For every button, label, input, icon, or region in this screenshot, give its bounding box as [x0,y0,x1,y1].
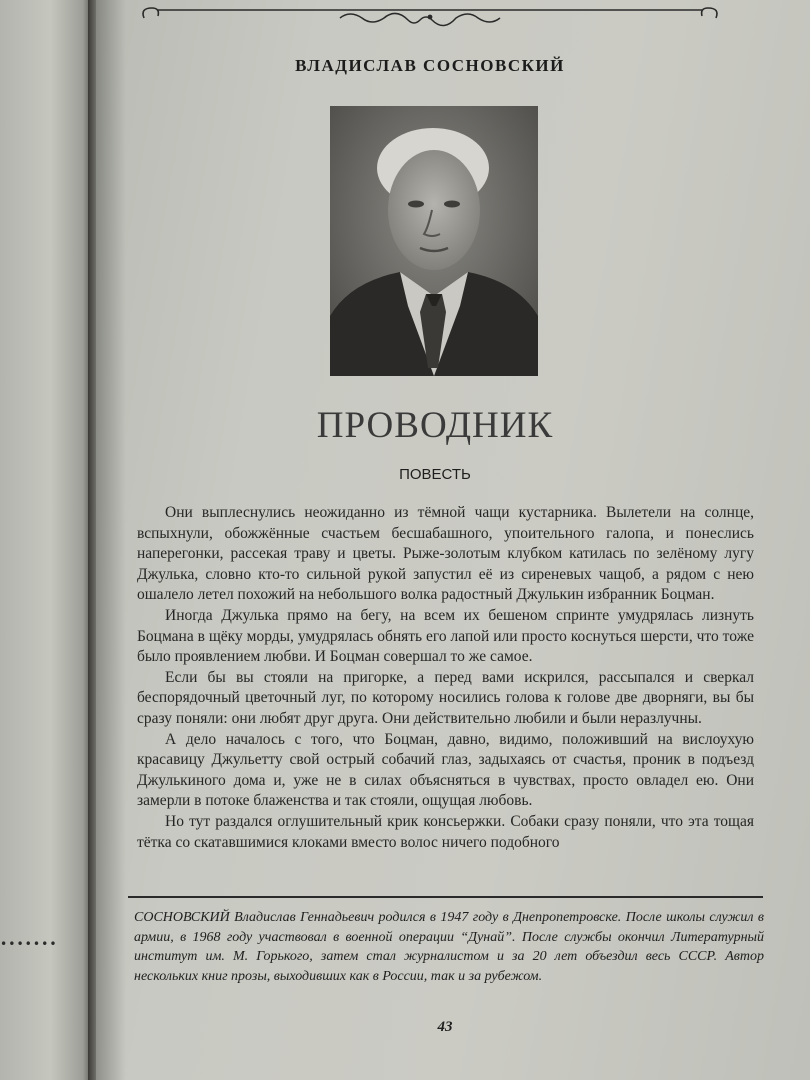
ornamental-header-rule [140,4,720,28]
story-body [137,503,754,853]
left-page-margin-marks: ••••••• [0,937,58,951]
left-page [0,0,92,1080]
footnote-divider [128,896,763,898]
paragraph: Они выплеснулись неожиданно из тёмной чащи кустарника. Вылетели на солнце, вспыхнули, обожжённые счастьем бесшабашного, упоительного галопа, и понеслись наперегонки, рассекая траву и цветы. Рыже-золотым клубком катилась по зелёному лугу Джулька, словно кто-то сильной рукой запустил её из сиреневых чащоб, а рядом с нею ошалело летел похожий на небольшого волка радостный Джулькин избранник Боцман. [137,504,754,604]
paragraph: Иногда Джулька прямо на бегу, на всем их бешеном спринте умудрялась лизнуть Боцмана в щёку морды, умудрялась обнять его лапой или просто коснуться шерсти, что тоже было проявлением любви. И Боцман совершал то же самое. [137,606,754,666]
story-title: ПРОВОДНИК [316,405,554,446]
story-genre-subtitle: ПОВЕСТЬ [399,466,471,483]
author-portrait-photo [330,106,538,376]
page-number: 43 [437,1019,453,1035]
author-biography-footnote: СОСНОВСКИЙ Владислав Геннадьевич родился в 1947 году в Днепропетровске. После школы служил в армии, в 1968 году участвовал в военной операции “Дунай”. После службы окончил Литературный институт им. М. Горького, затем стал журналистом и за 20 лет объездил весь СССР. Автор нескольких книг прозы, выходивших как в России, так и за рубежом. [134,910,764,984]
paragraph: А дело началось с того, что Боцман, давно, видимо, положивший на вислоухую красавицу Джульетту свой острый собачий глаз, задыхаясь от счастья, проник в подъезд Джулькиного дома и, уже не в силах объясняться в чувствах, просто овладел ею. Они замерли в потоке блаженства и так стояли, ощущая любовь. [137,730,754,810]
author-heading: ВЛАДИСЛАВ СОСНОВСКИЙ [295,56,565,75]
paragraph: Если бы вы стояли на пригорке, а перед вами искрился, рассыпался и сверкал беспорядочный цветочный луг, по которому носились голова к голове две дворняги, вы бы сразу поняли: они любят друг друга. Они действительно любили и были неразлучны. [137,668,754,727]
page-shadow [96,0,126,1080]
paragraph: Но тут раздался оглушительный крик консьержки. Собаки сразу поняли, что эта тощая тётка со скатавшимися клоками вместо волос ничего подобного [137,812,754,851]
